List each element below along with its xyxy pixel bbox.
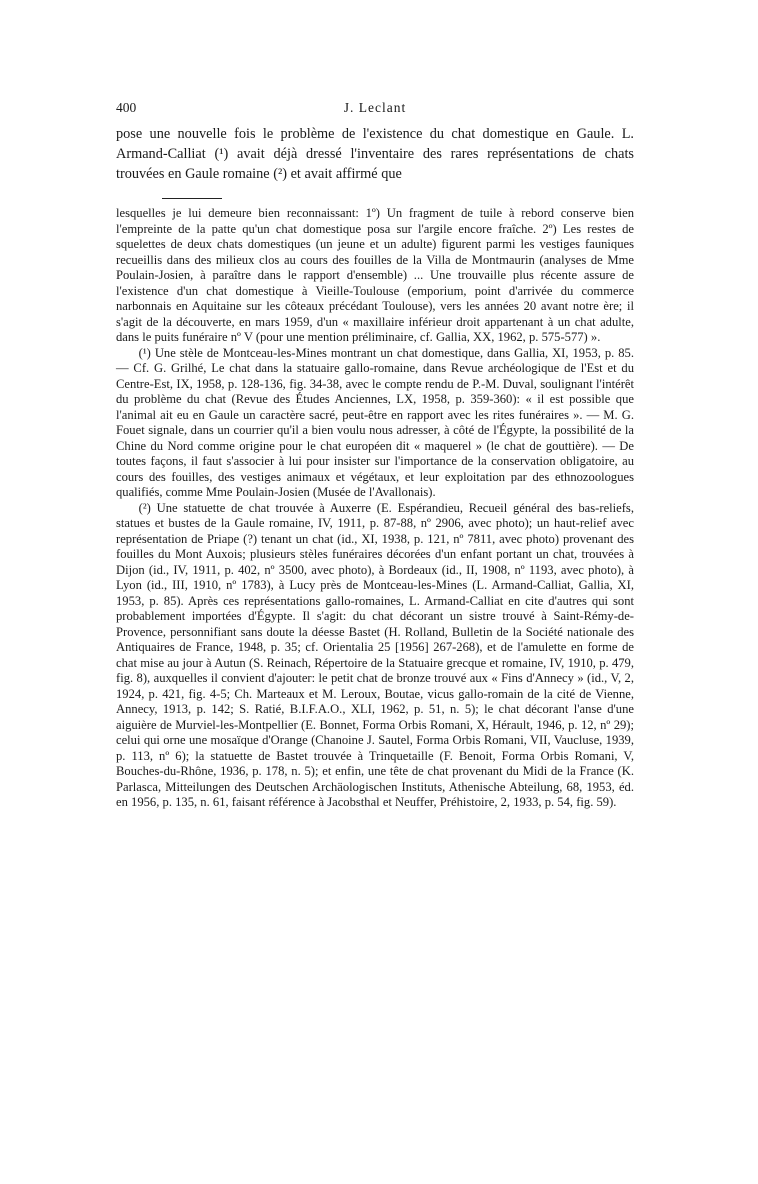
page-number: 400 [116,100,137,115]
footnote-separator [162,198,222,199]
footnote-1: (¹) Une stèle de Montceau-les-Mines montrant un chat domestique, dans Gallia, XI, 1953, p. 85. — Cf. G. Grilhé, Le chat dans la statuaire gallo-romaine, dans Revue archéologique de l'Est et du Centre-Est, IX, 1958, p. 128-136, fig. 34-38, avec le compte rendu de P.-M. Duval, soulignant l'intérêt du problème du chat (Revue des Études Anciennes, LX, 1958, p. 359-360): « il est possible que l'animal ait eu en Gaule un caractère sacré, peut-être en rapport avec les rites funéraires ». — M. G. Fouet signale, dans un courrier qu'il a bien voulu nous adresser, à côté de l'Égypte, la possibilité de la Chine du Nord comme origine pour le chat européen dit « maquerel » (le chat de gouttière). — De toutes façons, il faut s'associer à lui pour insister sur l'importance de la conservation obligatoire, au cours des fouilles, des vestiges animaux et végétaux, et leur exploitation par des ethnozoologues qualifiés, comme Mme Poulain-Josien (Musée de l'Avallonais). [116,345,634,499]
footnote-2: (²) Une statuette de chat trouvée à Auxerre (E. Espérandieu, Recueil général des bas-reliefs, statues et bustes de la Gaule romaine, IV, 1911, p. 87-88, nº 2906, avec photo); un haut-relief avec représentation de Priape (?) tenant un chat (id., XI, 1938, p. 121, nº 7811, avec photo) provenant des fouilles du Mont Auxois; plusieurs stèles funéraires décorées d'un enfant portant un chat, trouvées à Dijon (id., IV, 1911, p. 402, nº 3500, avec photo), à Bordeaux (id., II, 1908, nº 1193, avec photo), à Lyon (id., III, 1910, nº 1783), à Lucy près de Montceau-les-Mines (L. Armand-Calliat, Gallia, XI, 1953, p. 85). Après ces représentations gallo-romaines, L. Armand-Calliat en cite d'autres qui sont probablement importées d'Égypte. Il s'agit: du chat décorant un sistre trouvé à Saint-Rémy-de-Provence, personnifiant sans doute la déesse Bastet (H. Rolland, Bulletin de la Société nationale des Antiquaires de France, 1948, p. 35; cf. Orientalia 25 [1956] 267-268), et de l'amulette en forme de chat mise au jour à Autun (S. Reinach, Répertoire de la Statuaire grecque et romaine, IV, 1910, p. 479, fig. 8), auxquelles il convient d'ajouter: le petit chat de bronze trouvé aux « Fins d'Annecy » (id., V, 2, 1924, p. 421, fig. 4-5; Ch. Marteaux et M. Leroux, Boutae, vicus gallo-romain de la cité de Vienne, Annecy, 1913, p. 142; S. Ratié, B.I.F.A.O., XLI, 1962, p. 51, n. 5); le chat décorant l'anse d'une aiguière de Murviel-les-Montpellier (E. Bonnet, Forma Orbis Romani, X, Hérault, 1946, p. 12, nº 29); celui qui orne une mosaïque d'Orange (Chanoine J. Sautel, Forma Orbis Romani, VII, Vaucluse, 1939, p. 113, nº 6); la statuette de Bastet trouvée à Trinquetaille (F. Benoit, Forma Orbis Romani, V, Bouches-du-Rhône, 1936, p. 178, n. 5); et enfin, une tête de chat provenant du Midi de la France (K. Parlasca, Mitteilungen des Deutschen Archäologischen Instituts, Athenische Abteilung, 68, 1953, éd. en 1956, p. 135, n. 61, faisant référence à Jacobsthal et Neuffer, Préhistoire, 2, 1933, p. 54, fig. 59). [116,500,634,809]
footnotes [116,206,634,811]
main-text: pose une nouvelle fois le problème de l'existence du chat domestique en Gaule. L. Armand-Calliat (¹) avait déjà dressé l'inventaire des rares représentations de chats trouvées en Gaule romaine (²) et avait affirmé que [116,126,634,182]
running-head: J. Leclant [343,100,407,115]
page-header [116,100,634,120]
footnote-continuation: lesquelles je lui demeure bien reconnaissant: 1º) Un fragment de tuile à rebord conserve bien l'empreinte de la patte qu'un chat domestique posa sur l'argile encore fraîche. 2º) Les restes de squelettes de deux chats domestiques (un jeune et un adulte) figurent parmi les vestiges fauniques recueillis dans des milieux clos au cours des fouilles de la Villa de Montmaurin (analyses de Mme Poulain-Josien, à paraître dans le rapport d'ensemble) ... Une trouvaille plus récente assure de l'existence d'un chat domestique à Vieille-Toulouse (emporium, point d'arrivée du commerce narbonnais en Aquitaine sur les côteaux précédant Toulouse), vers les années 20 avant notre ère; il s'agit de la découverte, en mars 1959, d'un « maxillaire inférieur droit appartenant à un chat adulte, dans le puits funéraire nº V (pour une mention préliminaire, cf. Gallia, XX, 1962, p. 575-577) ». [116,206,634,344]
